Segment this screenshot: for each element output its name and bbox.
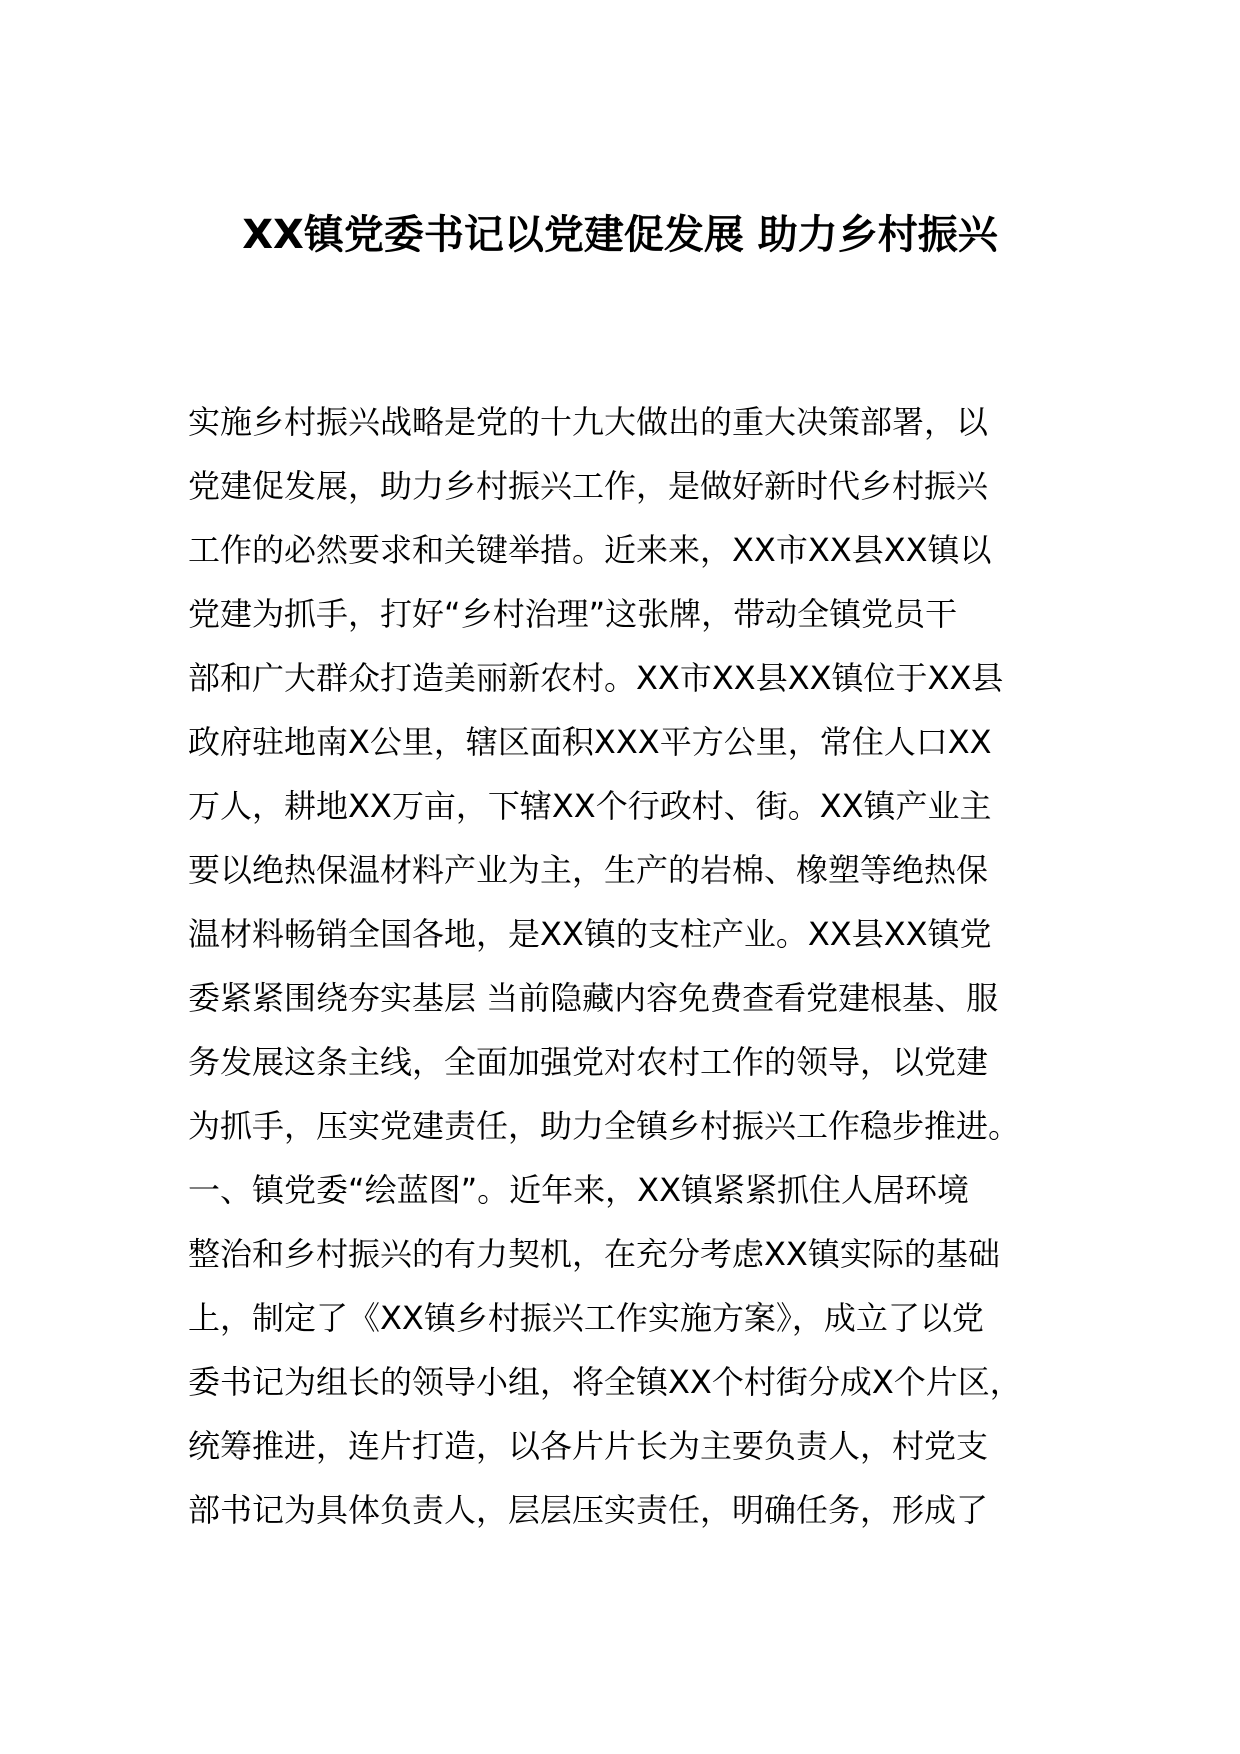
body-line: 整治和乡村振兴的有力契机，在充分考虑XX镇实际的基础 bbox=[188, 1235, 1000, 1273]
body-line: 温材料畅销全国各地，是XX镇的支柱产业。XX县XX镇党 bbox=[188, 915, 992, 953]
body-line: 政府驻地南X公里，辖区面积XXX平方公里，常住人口XX bbox=[188, 723, 992, 761]
body-line: 实施乡村振兴战略是党的十九大做出的重大决策部署，以 bbox=[188, 403, 989, 441]
body-line: 党建为抓手，打好“乡村治理”这张牌，带动全镇党员干 bbox=[188, 595, 958, 633]
body-line: 部书记为具体负责人，层层压实责任，明确任务，形成了 bbox=[188, 1491, 989, 1529]
body-line: 党建促发展，助力乡村振兴工作，是做好新时代乡村振兴 bbox=[188, 467, 989, 505]
body-line: 部和广大群众打造美丽新农村。XX市XX县XX镇位于XX县 bbox=[188, 659, 1004, 697]
body-line: 委书记为组长的领导小组，将全镇XX个村街分成X个片区， bbox=[188, 1363, 1022, 1401]
body-line: 要以绝热保温材料产业为主，生产的岩棉、橡塑等绝热保 bbox=[188, 851, 989, 889]
document-body bbox=[188, 390, 1088, 1542]
body-line: 万人，耕地XX万亩，下辖XX个行政村、街。XX镇产业主 bbox=[188, 787, 992, 825]
body-line: 务发展这条主线，全面加强党对农村工作的领导，以党建 bbox=[188, 1043, 989, 1081]
body-line: 委紧紧围绕夯实基层 当前隐藏内容免费查看党建根基、服 bbox=[188, 979, 999, 1017]
body-line: 统筹推进，连片打造，以各片片长为主要负责人，村党支 bbox=[188, 1427, 989, 1465]
body-line: 一、镇党委“绘蓝图”。近年来，XX镇紧紧抓住人居环境 bbox=[188, 1171, 970, 1209]
body-line: 工作的必然要求和关键举措。近来来，XX市XX县XX镇以 bbox=[188, 531, 992, 569]
document-title: XX镇党委书记以党建促发展 助力乡村振兴 bbox=[242, 212, 998, 258]
body-line: 为抓手，压实党建责任，助力全镇乡村振兴工作稳步推进。 bbox=[188, 1107, 1021, 1145]
body-line: 上，制定了《XX镇乡村振兴工作实施方案》，成立了以党 bbox=[188, 1299, 984, 1337]
